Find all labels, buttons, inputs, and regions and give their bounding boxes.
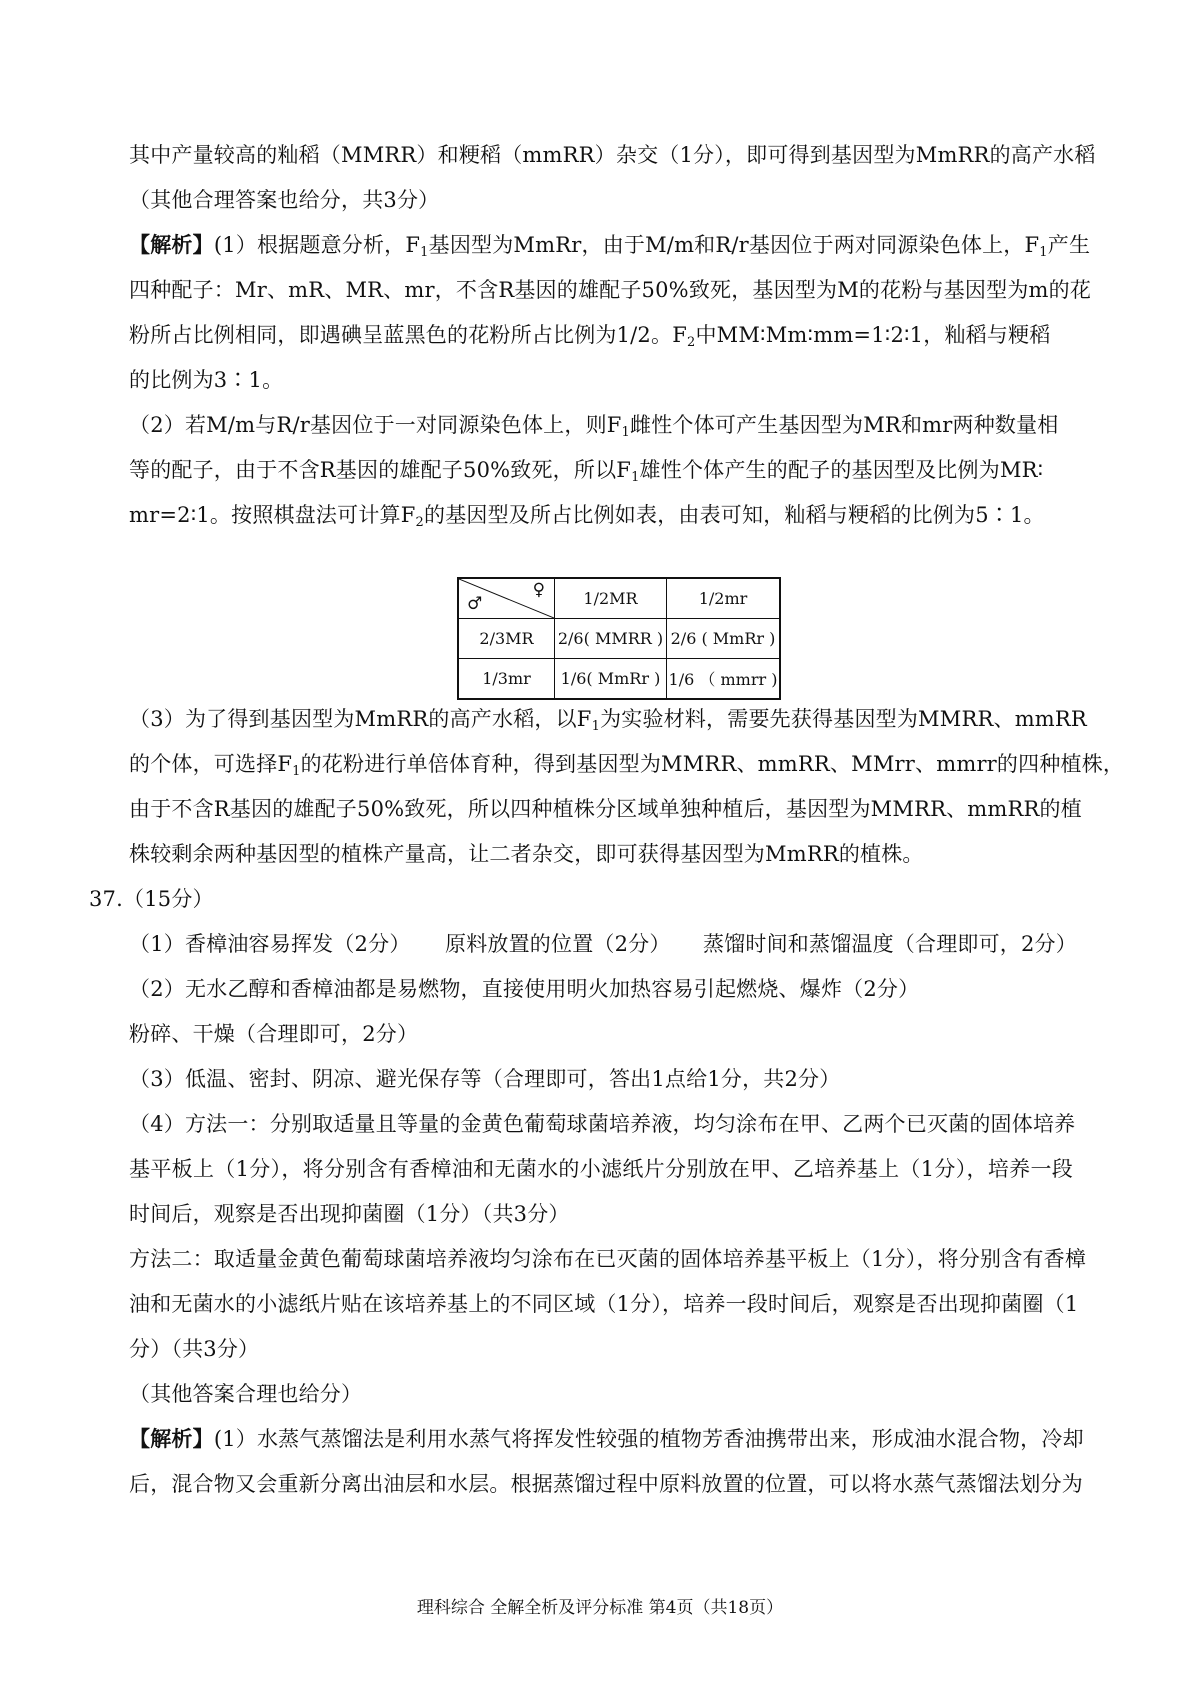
text-fragment: 雌性个体可产生基因型为MR和mr两种数量相 <box>630 413 1059 437</box>
subscript: 1 <box>292 764 301 779</box>
table-header-cell: 1/2mr <box>667 578 781 619</box>
text-line: 蒸馏时间和蒸馏温度（合理即可，2分） <box>703 932 1077 956</box>
text-line <box>129 410 1059 440</box>
text-fragment: 等的配子，由于不含R基因的雄配子50%致死，所以F <box>129 458 632 482</box>
text-line: 油和无菌水的小滤纸片贴在该培养基上的不同区域（1分），培养一段时间后，观察是否出现抑菌圈（1 <box>129 1292 1079 1316</box>
text-line: 方法二：取适量金黄色葡萄球菌培养液均匀涂布在已灭菌的固体培养基平板上（1分），将分别含有香樟 <box>129 1247 1087 1271</box>
text-line: 的比例为3∶1。 <box>129 368 284 392</box>
text-fragment: 的基因型及所占比例如表，由表可知，籼稻与粳稻的比例为5∶1。 <box>424 503 1045 527</box>
text-fragment: （3）为了得到基因型为MmRR的高产水稻，以F <box>129 707 592 731</box>
text-line: 基平板上（1分），将分别含有香樟油和无菌水的小滤纸片分别放在甲、乙培养基上（1分），培养一段 <box>129 1157 1073 1181</box>
text-line <box>129 500 1045 530</box>
table-row-label: 2/3MR <box>458 619 555 659</box>
text-line <box>129 455 1043 485</box>
subscript: 2 <box>415 515 424 530</box>
text-fragment: （2）若M/m与R/r基因位于一对同源染色体上，则F <box>129 413 622 437</box>
text-line <box>129 320 1050 350</box>
subscript: 1 <box>631 470 640 485</box>
text-fragment: 为实验材料，需要先获得基因型为MMRR、mmRR <box>600 707 1087 731</box>
table-row-label: 1/3mr <box>458 659 555 700</box>
text-fragment: 中MM∶Mm∶mm=1∶2∶1，籼稻与粳稻 <box>695 323 1051 347</box>
text-line: （3）低温、密封、阴凉、避光保存等（合理即可，答出1点给1分，共2分） <box>129 1067 841 1091</box>
text-line: （其他答案合理也给分） <box>129 1382 363 1406</box>
question-number: 37.（15分） <box>89 887 214 911</box>
text-line: 后，混合物又会重新分离出油层和水层。根据蒸馏过程中原料放置的位置，可以将水蒸气蒸馏法划分为 <box>129 1472 1083 1496</box>
text-line <box>129 749 1124 779</box>
text-line: （2）无水乙醇和香樟油都是易燃物，直接使用明火加热容易引起燃烧、爆炸（2分） <box>129 977 920 1001</box>
text-line: 分）（共3分） <box>129 1337 260 1361</box>
text-fragment: 的花粉进行单倍体育种，得到基因型为MMRR、mmRR、MMrr、mmrr的四种植株， <box>300 752 1125 776</box>
text-line: 其中产量较高的籼稻（MMRR）和粳稻（mmRR）杂交（1分），即可得到基因型为MmRR的高产水稻 <box>129 143 1096 167</box>
text-fragment: mr=2∶1。按照棋盘法可计算F <box>129 503 416 527</box>
text-line: 由于不含R基因的雄配子50%致死，所以四种植株分区域单独种植后，基因型为MMRR、mmRR的植 <box>129 797 1082 821</box>
analysis-line <box>129 1424 1084 1454</box>
table-header-cell: 1/2MR <box>555 578 667 619</box>
table-cell: 2/6 ( MmRr ) <box>667 619 781 659</box>
text-line: （1）香樟油容易挥发（2分） <box>129 932 411 956</box>
table-row <box>458 659 780 700</box>
text-line <box>129 704 1087 734</box>
subscript: 1 <box>1039 245 1048 260</box>
page-footer: 理科综合 全解全析及评分标准 第4页（共18页） <box>416 1598 784 1618</box>
analysis-line <box>129 230 1090 260</box>
male-symbol: ♂ <box>467 594 483 614</box>
text-line: 原料放置的位置（2分） <box>445 932 671 956</box>
punnett-table <box>457 577 781 700</box>
text-fragment: 的个体，可选择F <box>129 752 293 776</box>
text-fragment: 雄性个体产生的配子的基因型及比例为MR∶ <box>639 458 1044 482</box>
subscript: 1 <box>621 425 631 440</box>
text-fragment: 粉所占比例相同，即遇碘呈蓝黑色的花粉所占比例为1/2。F <box>129 323 687 347</box>
analysis-heading: 【解析】 <box>129 232 214 257</box>
text-line: （4）方法一：分别取适量且等量的金黄色葡萄球菌培养液，均匀涂布在甲、乙两个已灭菌的固体培养 <box>129 1112 1076 1136</box>
subscript: 2 <box>686 335 696 350</box>
table-corner-cell <box>458 578 555 619</box>
table-row <box>458 619 780 659</box>
text-fragment: (1）水蒸气蒸馏法是利用水蒸气将挥发性较强的植物芳香油携带出来，形成油水混合物，冷却 <box>213 1427 1084 1451</box>
text-line: 时间后，观察是否出现抑菌圈（1分）（共3分） <box>129 1202 570 1226</box>
text-line: （其他合理答案也给分，共3分） <box>129 188 440 212</box>
text-fragment: 产生 <box>1047 233 1091 257</box>
text-line: 株较剩余两种基因型的植株产量高，让二者杂交，即可获得基因型为MmRR的植株。 <box>129 842 924 866</box>
text-line: 粉碎、干燥（合理即可，2分） <box>129 1022 419 1046</box>
text-fragment: 基因型为MmRr，由于M/m和R/r基因位于两对同源染色体上，F <box>428 233 1040 257</box>
subscript: 1 <box>420 245 429 260</box>
text-line: 四种配子：Mr、mR、MR、mr，不含R基因的雄配子50%致死，基因型为M的花粉与基因型为m的花 <box>129 278 1092 302</box>
table-cell: 1/6 （ mmrr ) <box>667 659 781 700</box>
table-header-row <box>458 578 780 619</box>
table-cell: 2/6( MMRR ) <box>555 619 667 659</box>
text-fragment: (1）根据题意分析，F <box>213 233 421 257</box>
analysis-heading: 【解析】 <box>129 1426 214 1451</box>
female-symbol: ♀ <box>532 580 545 600</box>
subscript: 1 <box>591 719 601 734</box>
table-cell: 1/6( MmRr ) <box>555 659 667 700</box>
